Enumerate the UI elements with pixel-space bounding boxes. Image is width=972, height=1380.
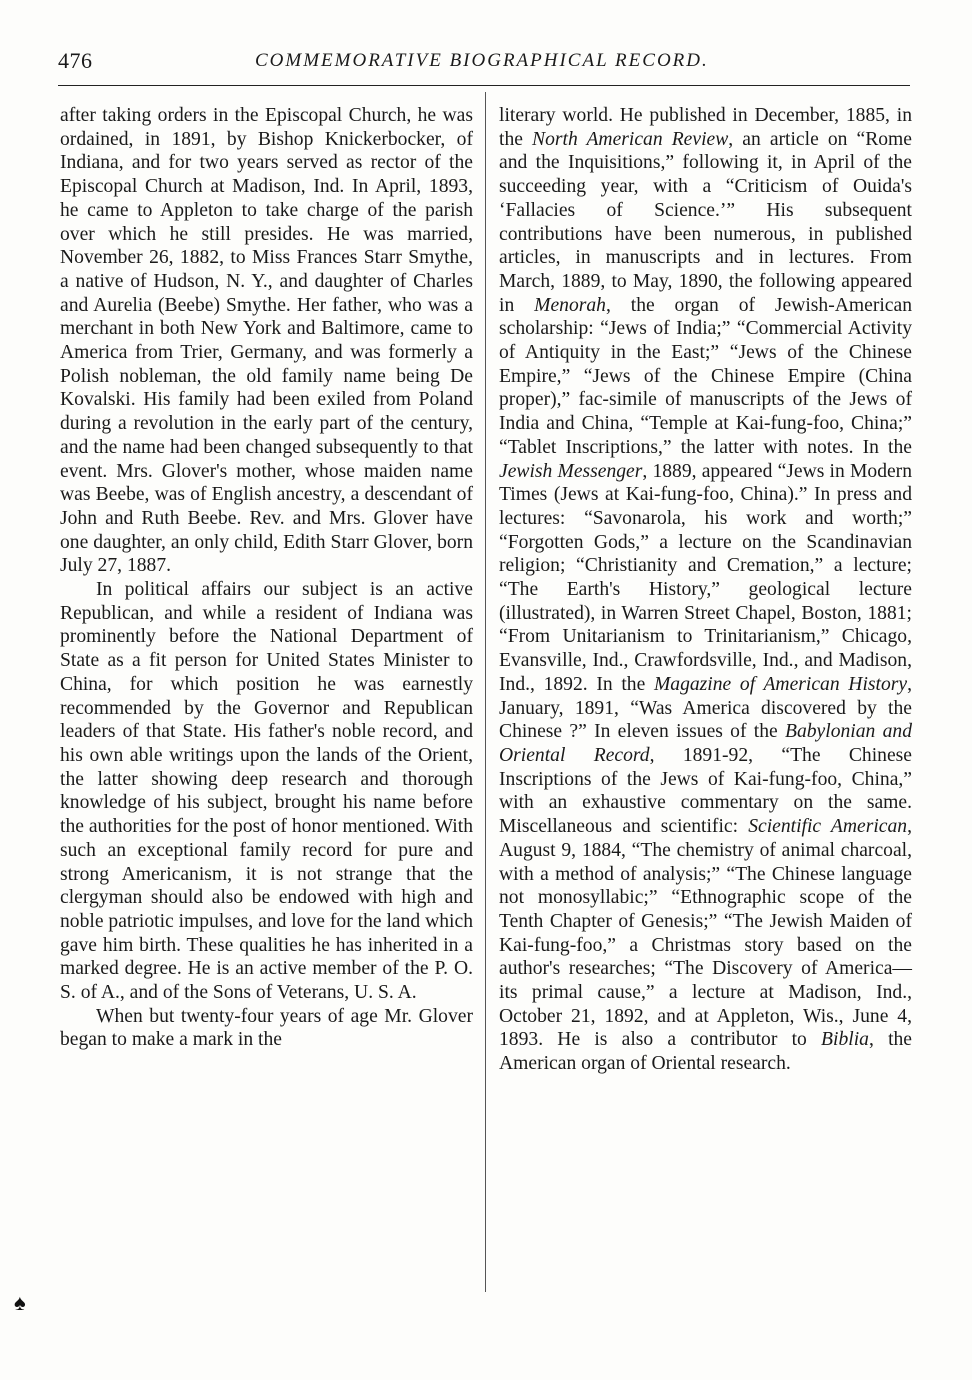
publication-title: Jewish Messenger	[499, 460, 643, 482]
header-rule	[58, 85, 910, 86]
paragraph: When but twenty-four years of age Mr. Glover began to make a mark in the	[60, 1005, 473, 1051]
left-column	[60, 104, 473, 1052]
page-number: 476	[58, 48, 93, 73]
publication-title: North American Review	[532, 128, 729, 150]
text-run: , the organ of Jewish-American scholarship: “Jews of India;” “Commercial Activity of Antiquity in the East;” “Jews of the Chinese Empire,” “Jews of the Chinese Empire (China proper),” fac-simile of manuscripts of the Jews of India and China, “Temple at Kai-fung-foo, China;” “Tablet Inscriptions,” the latter with notes. In the	[499, 294, 912, 458]
paragraph: after taking orders in the Episcopal Church, he was ordained, in 1891, by Bishop Knickerbocker, of Indiana, and for two years served as rector of the Episcopal Church at Madison, Ind. In April, 1893, he came to Appleton to take charge of the parish over which he still presides. He was married, November 26, 1882, to Miss Frances Starr Smythe, a native of Hudson, N. Y., and daughter of Charles and Aurelia (Beebe) Smythe. Her father, who was a merchant in both New York and Baltimore, came to America from Trier, Germany, and was formerly a Polish nobleman, the old family name being De Kovalski. His family had been exiled from Poland during a revolution in the early part of the century, and the name had been changed subsequently to that event. Mrs. Glover's mother, whose maiden name was Beebe, was of English ancestry, a descendant of John and Ruth Beebe. Rev. and Mrs. Glover have one daughter, an only child, Edith Starr Glover, born July 27, 1887.	[60, 105, 473, 577]
text-run: , August 9, 1884, “The chemistry of animal charcoal, with a method of analysis;” “The Chinese language not monosyllabic;” “Ethnographic scope of the Tenth Chapter of Genesis;” “The Jewish Maiden of Kai-fung-foo,” a Christmas story based on the author's researches; “The Discovery of America—its primal cause,” a lecture at Madison, Ind., October 21, 1892, and at Appleton, Wis., June 4, 1893. He is also a contributor to	[499, 816, 912, 1051]
publication-title: Menorah	[534, 294, 606, 316]
text-run: , an article on “Rome and the Inquisitions,” following it, in April of the succeeding year, with a “Criticism of Ouida's ‘Fallacies of Science.’” His subsequent contributions have been numerous, in published articles, in manuscripts and in lectures. From March, 1889, to May, 1890, the following appeared in	[499, 128, 912, 316]
publication-title: Biblia	[821, 1029, 869, 1051]
running-head: COMMEMORATIVE BIOGRAPHICAL RECORD.	[255, 50, 709, 71]
publication-title: Babylonian and Oriental Record	[499, 721, 913, 766]
right-column	[499, 104, 912, 1076]
publication-title: Scientific American	[748, 816, 908, 838]
text-run: , 1889, appeared “Jews in Modern Times (Jews at Kai-fung-foo, China).” In press and lectures: “Savonarola, his work and worth;” “Forgotten Gods,” a lecture on the Scandinavian religion; “Christianity and Cremation,” a lecture; “The Earth's History,” geological lecture (illustrated), in Warren Street Chapel, Boston, 1881; “From Unitarianism to Trinitarianism,” Chicago, Evansville, Ind., Crawfordsville, Ind., and Madison, Ind., 1892. In the	[499, 460, 913, 695]
paragraph	[499, 104, 912, 1076]
margin-mark-icon: ♠	[14, 1290, 26, 1315]
column-divider	[485, 92, 486, 1292]
text-run: , the American organ of Oriental research.	[499, 1029, 912, 1075]
text-run: , 1891-92, “The Chinese Inscriptions of the Jews of Kai-fung-foo, China,” with an exhaustive commentary on the same. Miscellaneous and scientific:	[499, 744, 912, 838]
paragraph: In political affairs our subject is an active Republican, and while a resident of Indiana was prominently before the National Department of State as a fit person for United States Minister to China, for which position he was earnestly recommended by the Governor and Republican leaders of that State. His father's noble record, and his own able writings upon the lands of the Orient, the latter showing deep research and thorough knowledge of his subject, brought his name before the authorities for the post of honor mentioned. With such an exceptional family record for pure and strong Americanism, it is not strange that the clergyman should also be endowed with high and noble patriotic impulses, and love for the land which gave him birth. These qualities he has inherited in a marked degree. He is an active member of the P. O. S. of A., and of the Sons of Veterans, U. S. A.	[60, 579, 473, 1004]
text-run: literary world. He published in December, 1885, in the	[499, 105, 912, 150]
publication-title: Magazine of American History	[653, 673, 908, 695]
text-run: , January, 1891, “Was America discovered by the Chinese ?” In eleven issues of the	[499, 673, 912, 743]
